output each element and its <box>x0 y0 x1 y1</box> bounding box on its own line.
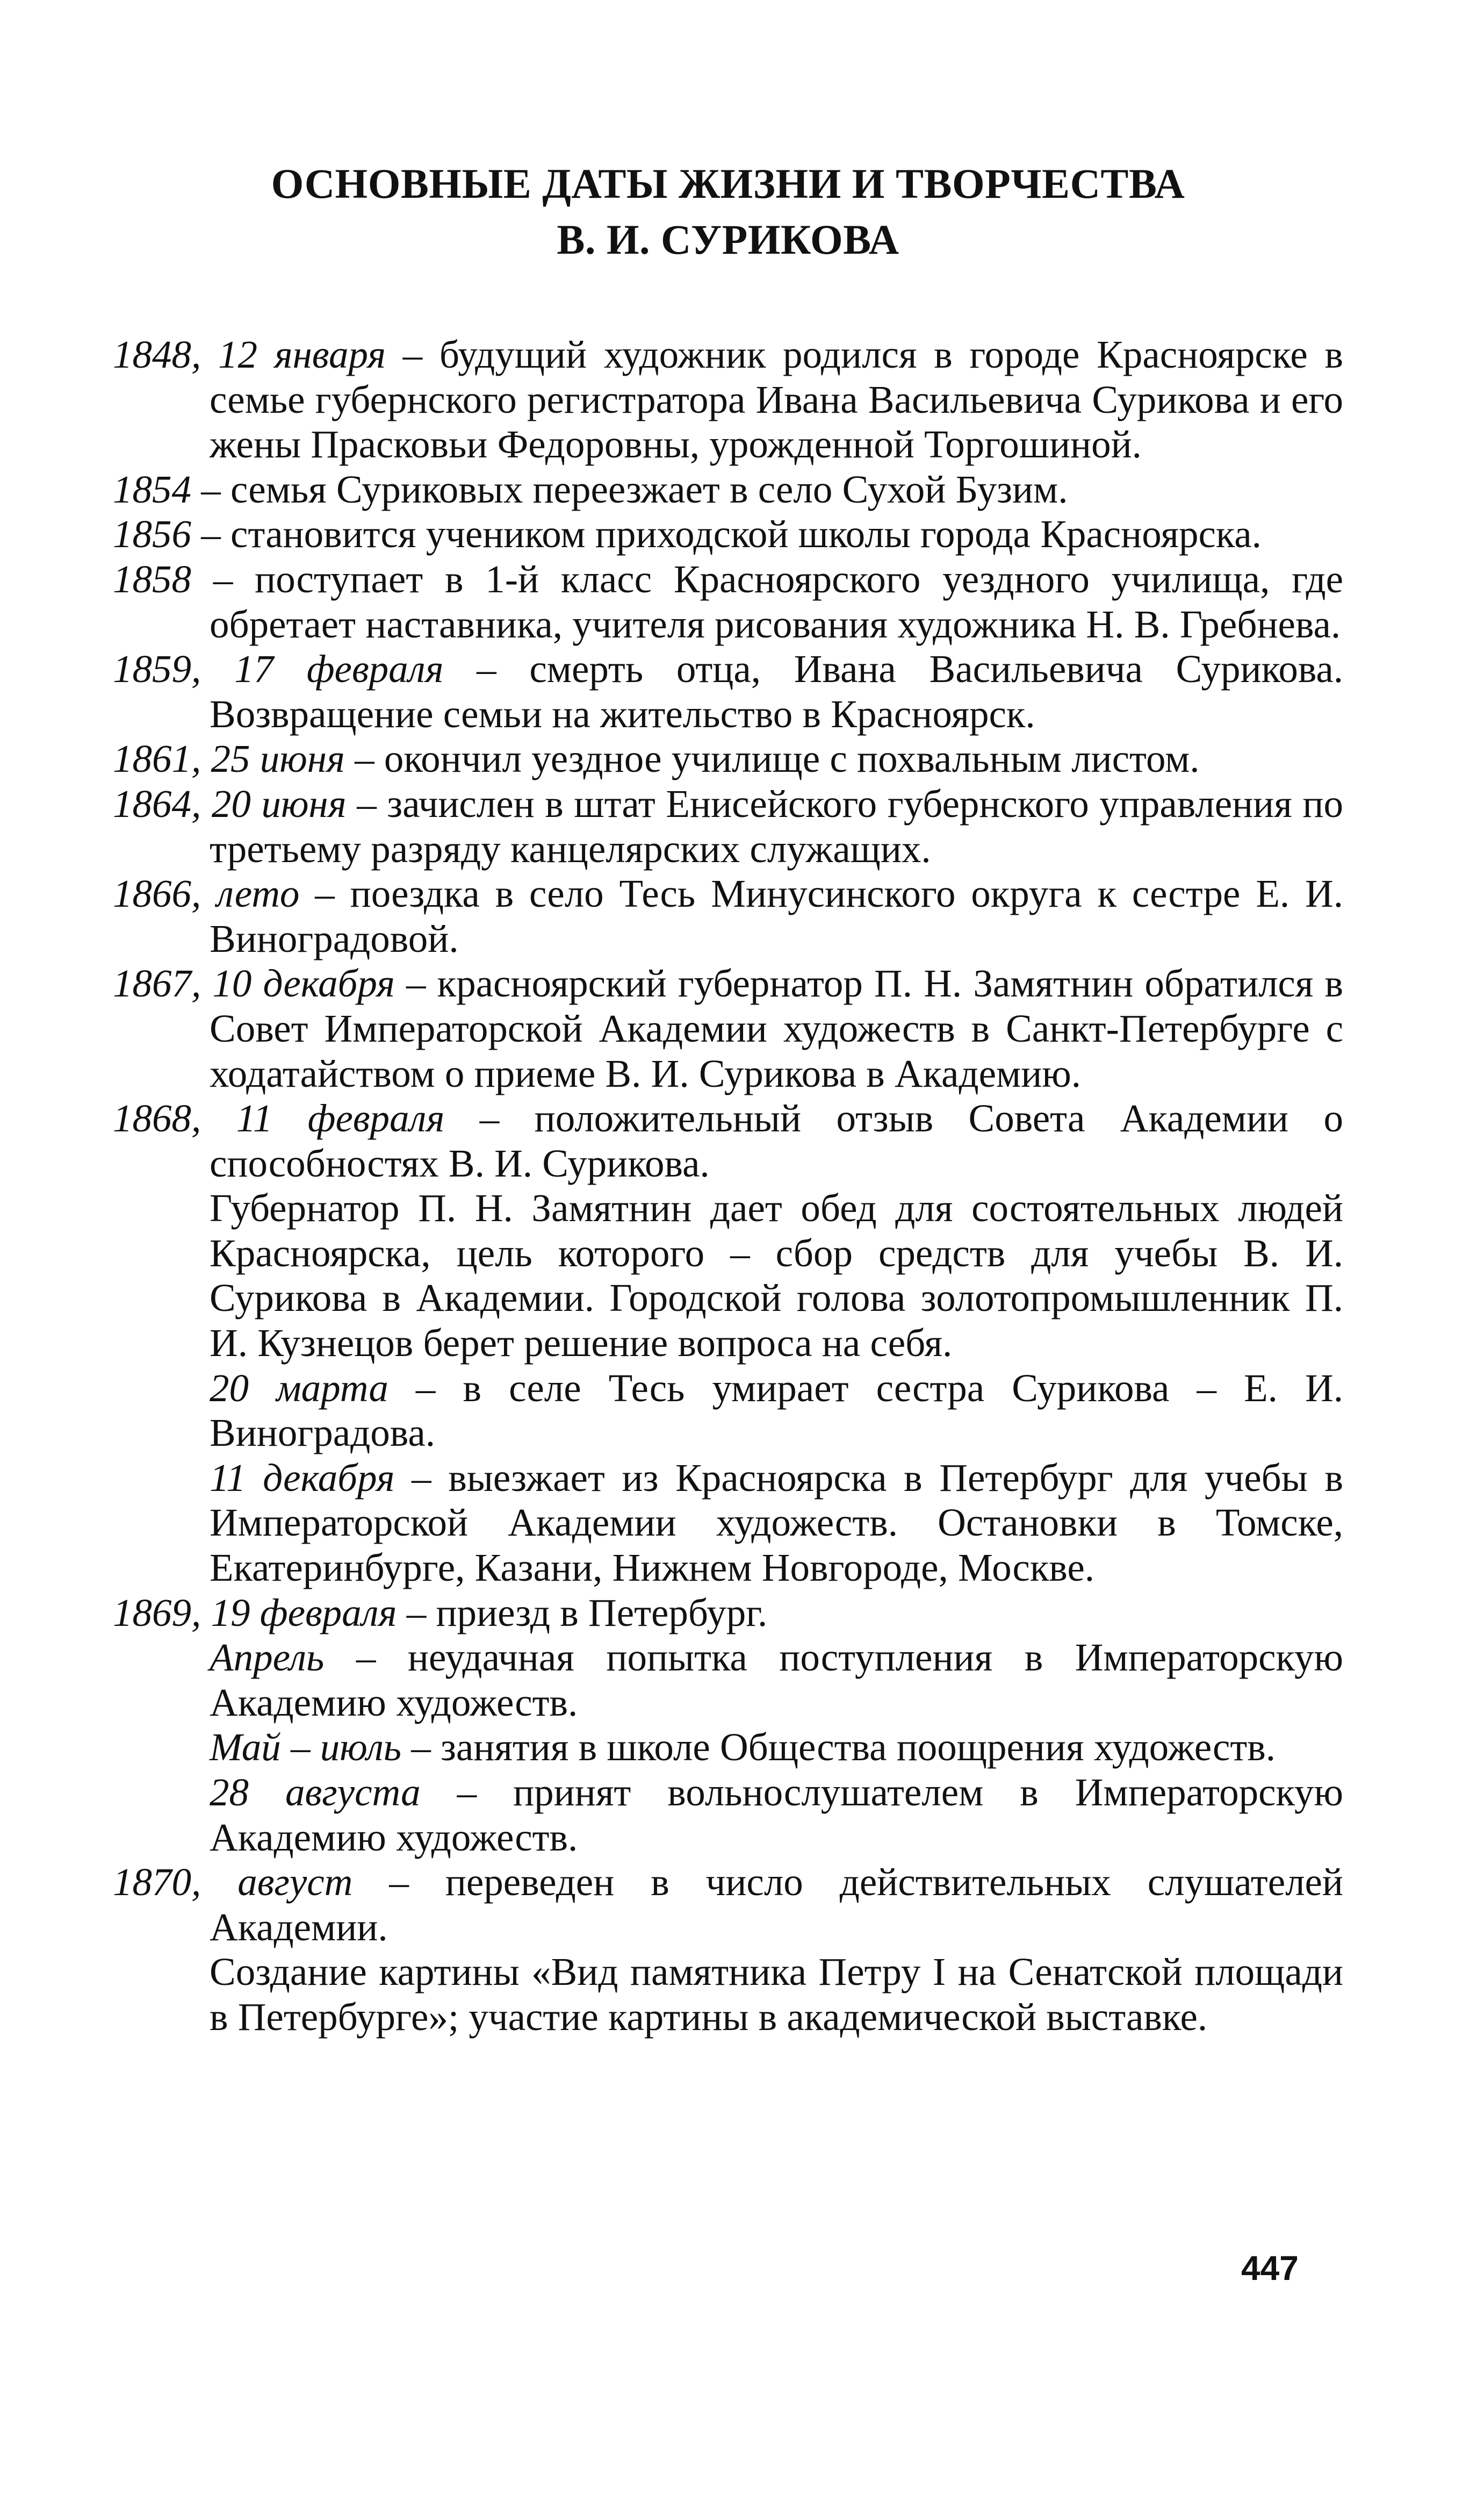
entry-date: Май – июль <box>210 1725 401 1769</box>
entry-date: 11 декабря <box>210 1455 395 1500</box>
chronology-subentry <box>113 1725 1343 1770</box>
entry-text: – неудачная попытка поступления в Императорскую Академию художеств. <box>210 1636 1343 1724</box>
entry-date: Апрель <box>210 1636 325 1680</box>
entry-text: – окончил уездное училище с похвальным листом. <box>344 737 1200 781</box>
entry-text: – принят вольнослушателем в Императорскую Академию художеств. <box>210 1770 1343 1859</box>
chronology-subentry <box>113 1455 1343 1590</box>
entry-text: Создание картины «Вид памятника Петру I на Сенатской площади в Петербурге»; участие картины в академической выставке. <box>210 1950 1343 2039</box>
title-line-2: В. И. СУРИКОВА <box>557 216 899 263</box>
entry-text: – переведен в число действительных слушателей Академии. <box>210 1860 1343 1949</box>
entry-date: 1859, 17 февраля <box>113 647 444 691</box>
entry-text: – поездка в село Тесь Минусинского округа к сестре Е. И. Виноградовой. <box>210 872 1343 960</box>
entry-text: – занятия в школе Общества поощрения художеств. <box>401 1725 1276 1769</box>
entry-text: – приезд в Петербург. <box>397 1590 768 1634</box>
chronology-subentry <box>113 1635 1343 1725</box>
entry-date: 1870, август <box>113 1860 353 1904</box>
entry-text: – смерть отца, Ивана Васильевича Сурикова. Возвращение семьи на жительство в Красноярск. <box>210 647 1343 736</box>
chronology-entry <box>113 1096 1343 1186</box>
chronology-subentry <box>113 1366 1343 1455</box>
entry-text: – положительный отзыв Совета Академии о способностях В. И. Сурикова. <box>210 1096 1344 1185</box>
entry-date: 1867, 10 декабря <box>113 962 395 1006</box>
entry-date: 20 марта <box>210 1366 388 1410</box>
entry-date: 1864, 20 июня <box>113 781 347 826</box>
chronology-entry <box>113 736 1343 781</box>
entry-text: Губернатор П. Н. Замятнин дает обед для состоятельных людей Красноярска, цель которого – сбор средств для учебы В. И. Сурикова в Академии. Городской голова золотопромышленник П. И. Кузнецов берет решение вопроса на себя. <box>210 1186 1343 1365</box>
entry-date: 1869, 19 февраля <box>113 1590 397 1634</box>
entry-date: 1856 <box>113 512 191 556</box>
chronology-subentry <box>113 1186 1343 1365</box>
chronology-subentry <box>113 1949 1343 2039</box>
entry-text: – в селе Тесь умирает сестра Сурикова – Е. И. Виноградова. <box>210 1366 1343 1455</box>
entry-text: – будущий художник родился в городе Красноярске в семье губернского регистратора Ивана Васильевича Сурикова и его жены Прасковьи Федоровны, урожденной Торгошиной. <box>210 333 1344 467</box>
chronology-entry <box>113 871 1343 961</box>
entry-text: – поступает в 1-й класс Красноярского уездного училища, где обретает наставника, учителя рисования художника Н. В. Гребнева. <box>191 557 1343 646</box>
document-page <box>113 156 1343 2040</box>
chronology-entry <box>113 961 1343 1096</box>
entry-date: 1861, 25 июня <box>113 737 345 781</box>
entry-date: 1868, 11 февраля <box>113 1096 445 1141</box>
title-line-1: ОСНОВНЫЕ ДАТЫ ЖИЗНИ И ТВОРЧЕСТВА <box>271 160 1185 207</box>
entry-text: – зачислен в штат Енисейского губернского управления по третьему разряду канцелярских служащих. <box>210 781 1343 871</box>
chronology-entry <box>113 1860 1343 1949</box>
chronology-subentry <box>113 1770 1343 1860</box>
page-number: 447 <box>1241 2249 1299 2287</box>
chronology-entry <box>113 781 1343 871</box>
chronology-entry <box>113 467 1343 512</box>
entry-date: 1866, лето <box>113 872 300 916</box>
chronology-entry <box>113 1590 1343 1636</box>
entry-date: 28 августа <box>210 1770 421 1814</box>
entry-text: – красноярский губернатор П. Н. Замятнин обратился в Совет Императорской Академии художеств в Санкт-Петербурге с ходатайством о приеме В. И. Сурикова в Академию. <box>210 962 1343 1095</box>
page-title <box>113 156 1343 268</box>
chronology-entry <box>113 647 1343 736</box>
chronology-entry <box>113 557 1343 647</box>
chronology-entry <box>113 512 1343 557</box>
chronology-entry <box>113 332 1343 467</box>
entry-text: – выезжает из Красноярска в Петербург для учебы в Императорской Академии художеств. Остановки в Томске, Екатеринбурге, Казани, Нижнем Новгороде, Москве. <box>210 1455 1343 1590</box>
entry-text: – семья Суриковых переезжает в село Сухой Бузим. <box>191 467 1068 511</box>
entry-date: 1854 <box>113 467 191 511</box>
entry-date: 1858 <box>113 557 191 601</box>
entry-text: – становится учеником приходской школы города Красноярска. <box>191 512 1262 556</box>
entry-date: 1848, 12 января <box>113 333 386 376</box>
